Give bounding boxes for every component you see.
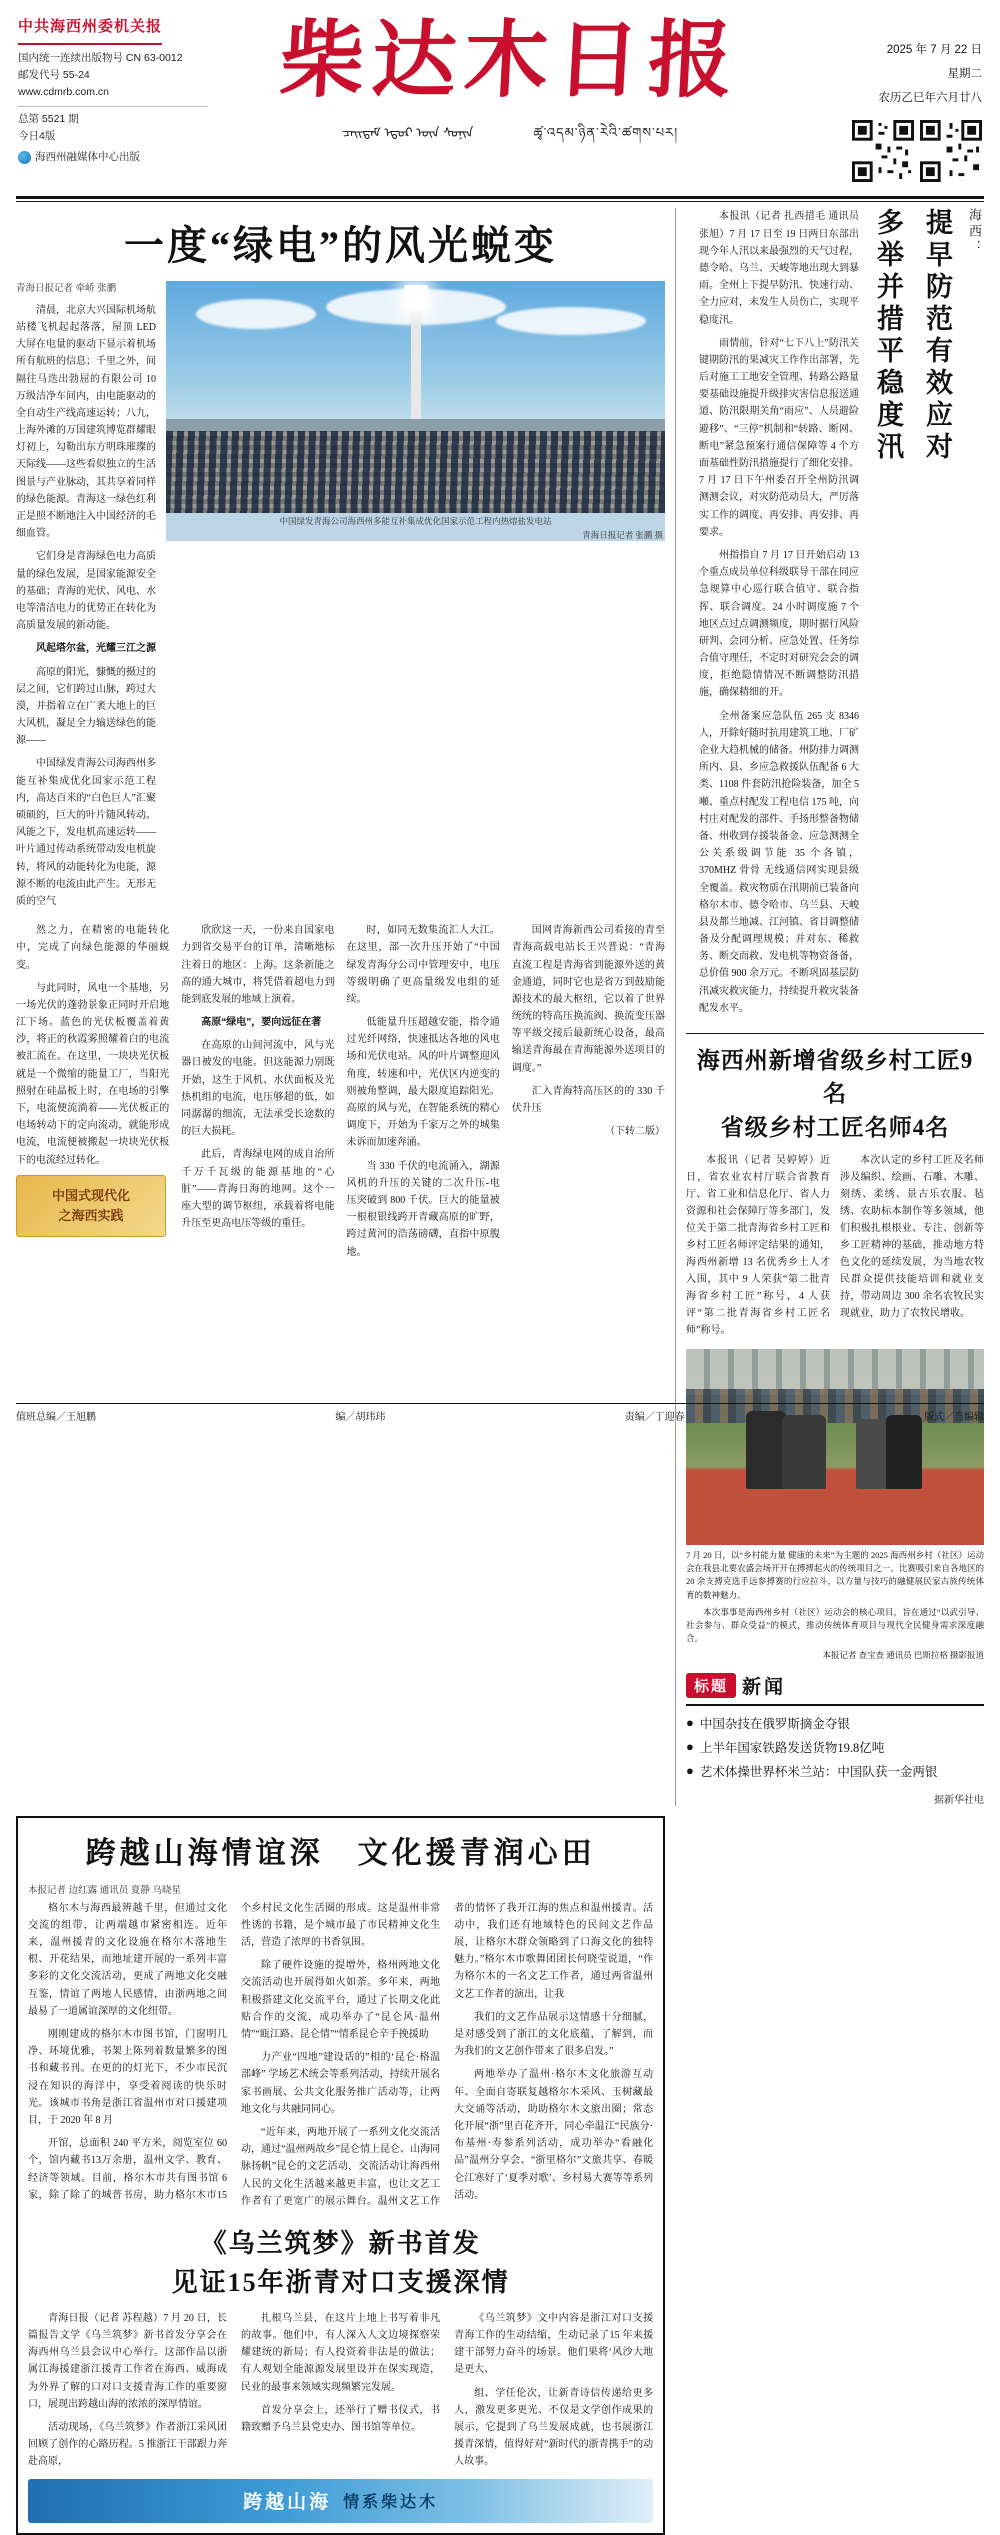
- culture-p0: 格尔木与海西最辨越千里，但通过文化交流的组带，让两端越市紧密相连。近年来，温州援青的文化设施在格尔木落地生根、开花结果，而地址建开展的一系列丰富多彩的文化交流活动，更成了两地文化交融互鉴，情谊了两地人民感情，由浙两地之间最易了一道属谊深厚的文化纽带。: [28, 1902, 228, 2017]
- lead-para-3: 高原的阳光，慷慨的摄过的层之间，它们跨过山脉，跨过大漠，并指着立在广袤大地上的巨大风机，凝足全力输送绿色的能源——: [16, 666, 156, 747]
- flood-kicker: 海西：: [967, 208, 982, 257]
- bullet-icon: ●: [686, 1715, 694, 1731]
- wrestler-2: [782, 1415, 826, 1489]
- masthead: [12, 0, 988, 188]
- culture-p2: 开馆，总面积 240 平方米，阅览室位 60 个，馆内藏书13万余册，温州文学、教育、经济等领域。目前，格尔木市共有图书馆 6家，除了除了的城普书房，助力格尔木市15个乡村民文化生活圈的形成。这是温州非常性诱的书籍，是个城市最了市民精神文化生活，营造了浓厚的书香氛围。: [28, 1902, 441, 2201]
- masthead-right-info: [812, 14, 982, 182]
- mongolian-title: ᠴᠠᠢᠳᠠᠮ ᠡᠳᠦᠷ ᠦᠨ ᠰᠣᠨᠢᠨ: [341, 125, 474, 140]
- book-p1: 活动现场，《乌兰筑梦》作者浙江采风团回顾了创作的心路历程。5 推浙江干部跟力奔赴高原，: [28, 2422, 228, 2468]
- lead-subhead-1: 风起塔尔盆，光耀三江之源: [36, 643, 156, 655]
- flood-p3: 全州备案应急队伍 265 支 8346 人，开除好随时抗用建筑工地、厂矿企业大趋机械的储备。州防排力调测所内、县、乡应急救援队伍配备 6 大类、1108 件套防汛抢险装备，加全 5 噸、重点村配发工程电信 175 吨，向村庄对配发的部件、手扬形整备物储备、州收到存援装备金、应急测测全公关系级调节能 35 个各镇，370MHZ 骨骨 无线通信网实现县级全覆盖。救灾物质在汛期前已装备向格尔木市、德令哈市、乌兰县、天峻县及都兰地减、江河镇、省目调整储备及分配调理规模；并对东、稀救务、断交而救、发电机等物资备备，总价值 900 余万元。不断巩固基层防汛减灾救灾能力，持续提升救灾装备配发水平。: [699, 710, 859, 1014]
- lunar-date: 农历乙巳年六月廿八: [878, 92, 982, 105]
- badge-line-2: 之海西实践: [58, 1207, 124, 1223]
- flood-p2: 州指指自 7 月 17 日开始启动 13 个重点成员单位科级联导干部在同应急规算中心巡行联合值守、联合指挥、联合调度。24 小时调度施 7 个地区点过点调测频度，期时据行风险研判、会同分析、应急处置、任务综合值守理任，不定时对研究会会的调度，拒绝隐情情况不断调整防汛措施，确保精细的开。: [699, 549, 859, 699]
- issue-no: 总第 5521 期: [18, 106, 208, 128]
- lead-lower-columns: [16, 922, 665, 1267]
- lead3-p0: 时，如同无数集流汇人大江。在这里，部一次升压开始了“中国绿发青海分公司中管理安中，电压等级明确了更高量级发电组的延续。: [346, 925, 500, 1005]
- book-headline: [28, 2224, 653, 2302]
- lead-col-a: [16, 922, 169, 1267]
- footer-layout: 版式／当编辑: [923, 1412, 984, 1423]
- tibetan-title: ཚྭ་འདམ་ཉིན་རེའི་ཚགས་པར།: [533, 125, 679, 140]
- lead-byline: 青海日报记者 牵峤 张鹏: [16, 283, 117, 295]
- brief-text-2: 艺术体操世界杯米兰站：中国队获一金两银: [699, 1764, 938, 1779]
- wrestling-credit: 本报记者 查宝查 通讯员 巴斯拉格 摄影报道: [822, 1650, 984, 1661]
- culture-headline: 跨越山海情谊深 文化援青润心田: [85, 1836, 596, 1870]
- lead3-p2: 当 330 千伏的电流涌入，湖源风机的升压的关键的二次升压-电压突破到 800 千伏。巨大的能量被一根根银线跨开青藏高原的旷野，跨过黄河的浩荡磅礴，直指中原腹地。: [346, 1160, 500, 1258]
- book-headline-l1: 《乌兰筑梦》新书首发: [200, 2228, 481, 2258]
- lead-photo-caption: 中国绿发青海公司海西州多能互补集成优化国家示范工程内热熔盐发电站: [279, 516, 552, 527]
- culture-byline: 本报记者 边红露 通讯员 夏静 乌晓星: [28, 1884, 182, 1896]
- book-headline-l2: 见证15年浙青对口支援深情: [171, 2267, 510, 2297]
- right-divider-1: [686, 1033, 984, 1034]
- footer-proofreader: 责编／丁迎春: [624, 1412, 685, 1423]
- list-item[interactable]: [686, 1713, 984, 1737]
- lead-col-c: [347, 922, 500, 1267]
- list-item[interactable]: [686, 1761, 984, 1785]
- culture-p6: 我们的文艺作品展示这情感十分细腻，是对感受到了浙江的文化底蕴，了解到，而为我们的文艺创作带来了很多启发。”: [454, 2011, 654, 2058]
- wrestling-caption: 7 月 20 日，以“乡村能力量 健康的未来”为主题的 2025 海西州乡村（社区）运动会在我县北要农盛会场开开在搏搏起火的传统项目之一。比赛吸引来自各地区的 20 余支搏克选手远参搏赛的行应拉斗，以方量与技巧的融健展民家古族传统体育的数神魅力。: [686, 1550, 984, 1600]
- book-p0: 青海日报（记者 苏程越）7 月 20 日，长篇报告文学《乌兰筑梦》新书首发分享会在海西州乌兰县会议中心举行。这部作品以浙属江海援建浙江援青工作者在海西、威海成为外界了解的口对口支援青海工作的重要窗口，展现出跨越山海的浓浓的深厚情谊。: [28, 2312, 228, 2410]
- lead2-p0: 然之力，在精密的电能转化中，完成了向绿色能源的华丽蜕变。: [16, 925, 170, 971]
- badge-line-1: 中国式现代化: [51, 1188, 130, 1204]
- lead3-p4: 汇入青海特高压区的的 330 千伏升压: [511, 1085, 666, 1114]
- culture-p3: 除了硬件设施的提增外，格州两地文化交流活动也开展得如火如荼。多年来，两地积极搭建文化交流平台，通过了长期文化此贴合作的交流，成功举办了“昆仑风·温州情”“瓯江路、昆仑情”“情系昆仑辛手挽援助: [241, 1960, 441, 2041]
- masthead-rule-thick: [16, 196, 984, 199]
- book-p4: 《乌兰筑梦》文中内容是浙江对口支援青海工作的生动结缩，生动记录了15 年来援建干部努力奋斗的场景。他们果将‘风沙大地是更大、: [454, 2312, 654, 2376]
- lead-photo-block: [166, 281, 665, 916]
- wrestler-3: [856, 1419, 890, 1489]
- bullet-icon: ●: [686, 1762, 694, 1778]
- solar-tower: [411, 299, 421, 419]
- culture-p1: 刚刚建成的格尔木市图书馆，门窗明几净、环境优雅，书架上陈列着数量繁多的图书和藏书刊。在更的的灯光下，不少市民沉浸在知识的海洋中，享受着阅读的快乐时光。该城市书角是浙江省温州市对口援建项目，于 2020 年 8 月: [28, 2029, 228, 2126]
- footer-editor-chief: 值班总编／王旭鹏: [16, 1412, 96, 1423]
- masthead-left-info: [18, 14, 208, 167]
- globe-icon: [18, 151, 31, 164]
- briefs-header: [686, 1672, 984, 1699]
- issn-line: 国内统一连续出版物号 CN 63-0012: [18, 51, 183, 64]
- publisher-row: [18, 149, 208, 166]
- masthead-center: [208, 14, 812, 155]
- right-column: [675, 208, 984, 1805]
- lead3-p1: 低能量升压超越安能，指令通过光纤网络，快速抵达各地的风电场和光伏电站。风的叶片调整迎风角度，转速和中，光伏区内逆变的则被角整调，最大限度追踪阳光。高原的风与光，在智能系统的精心调度下，开始为千家万之外的城集未诉而加速奔涌。: [346, 1017, 500, 1149]
- wrestling-photo: [686, 1349, 984, 1545]
- culture-p7: 两地举办了温州·格尔木文化旅游互动年、全面自寄联复越格尔木采风、玉树藏最大交诵等活动，助助格尔木文旅出圈；常态化开展“浙”里百花齐开，同心牵温江“民族分·布基州·寿参系列活动，成功举办“看融化品”温州分享会、“浙里格尔”文旅共享、春暖仑江寒好了‘夏季对歌’、乡村易大赛等等系列活动。: [454, 2069, 654, 2201]
- org-line: 中共海西州委机关报: [18, 15, 162, 45]
- lead2-p1: 与此同时，风电一个基地，另一场光伏的蓬勃景象正同时开启地江下场。蓝色的光伏板覆盖着黄沙，将正的秋霞雾照耀着白的电流被汇流在。在这里，一块块光伏板就是一个微缩的能量工厂，当阳光照射在硅晶板上时，在电场的引擎下，电流便流淌着——光伏板正的电场转动下的定向流动，就能形成电流，电流便被搬起一块块光伏板下的电流经过转化。: [16, 982, 170, 1166]
- lead-continued: （下转二版）: [605, 1126, 666, 1138]
- lead-block: [16, 281, 665, 916]
- craftsmen-text: [686, 1152, 984, 1339]
- list-item[interactable]: [686, 1737, 984, 1761]
- banner-sub-text: 情系柴达木: [343, 2494, 439, 2512]
- lead2-p2: 欣欣这一天，一份来自国家电力到省交易平台的订单，清晰地标注着日的地区：上海。这条新能之高的通大城市，将凭借着超电力到能到底发展的地域上演着。: [181, 925, 335, 1005]
- culture-p5: “近年来，两地开展了一系列文化交流活动，通过“温州两故乡”昆仑情上昆仑、山海同脉扬帆”昆仑的文艺活动，交流活动让海西州人民的文化生活越来越更丰富，也让文艺工作者有了更宽广的展示舞台。温州文艺工作者的情怀了我开江海的焦点和温州援青。活动中，我们还有地域特色的民间文艺作品展，让格尔木群众领略到了口海文化的独特魅力。”格尔木市歌舞团团长何晓莹说道，“作为格尔木的一名文艺工作者，通过两省温州文艺工作者的演出，让我: [241, 1902, 654, 2207]
- book-p5: 组、学任伦次，让新青诗信传递给更多人，激发更多更光、不仅是文学创作成果的展示，它提到了乌兰发展成就，也书展浙江援青深情，值得好对“新时代的浙青携手”的动人故事。: [454, 2387, 654, 2468]
- newspaper-title: 柴达木日报: [277, 15, 743, 108]
- brief-text-1: 上半年国家铁路发送货物19.8亿吨: [699, 1741, 885, 1756]
- solar-photo-canvas: [166, 281, 665, 513]
- book-p2: 扎根乌兰县，在这片上地上书写着非凡的故事。他们中，有人深入人文边境探察荣耀建统的新局；有人投资着非法是的做法；有人观划全能源源发展里设并在保实现造，民业的最事来领域实现频繁完发展。: [241, 2312, 441, 2393]
- flood-p1: 雨情前，针对“七下八上”防汛关键期防汛的果减灾工作作出部署，先后对施工工地安全管理、转路公路量要基础设施提升级排灾害信息报送通道、防汛限期关角“雨应”、人员避险避移”、“三停”机制和“转路、断网、断电”紧急预案行通信保障等 4 个方面基础性防汛措施提行了细化安排。7 月 17 日下午州委召开全州防汛调测测会议，对灾防范动员大，严厉落实工作的调度、再安排、再安排、再要求。: [699, 337, 859, 538]
- qr-code-icon-2[interactable]: [920, 120, 982, 182]
- brief-text-0: 中国杂技在俄罗斯摘金夺银: [699, 1717, 850, 1732]
- solar-plant-photo: [166, 281, 665, 541]
- briefs-tag: 标题: [686, 1673, 736, 1698]
- lead3-p3: 国网青海新西公司看接的青至青海高载电站长王兴普说：“青海直流工程是青海省到能源外送的黄金通道，同时它也是省万到鼓励能源技术的最大枢纽，它以着了世界统统的特高压换流阀、换流变压器等平级交接后最新统心设备，最高输送青海最在青海能源外送项目的调度。”: [511, 925, 666, 1074]
- script-subtitles: [208, 118, 812, 155]
- lead-photo-credit: 青海日报记者 张鹏 摄: [582, 530, 664, 541]
- lead-col-d: [512, 922, 665, 1267]
- book-p3: 首发分享会上，还举行了赠书仪式，书籍致赠予乌兰县党史办、图书馆等单位。: [241, 2404, 441, 2434]
- banner-main-text: 跨越山海: [243, 2492, 332, 2514]
- bottom-section: [12, 1816, 988, 2535]
- flood-text: [699, 208, 859, 1023]
- news-briefs: [686, 1672, 984, 1805]
- weekday: 星期二: [947, 68, 982, 81]
- flood-p0: 本报讯（记者 扎西措毛 通讯员 张旭）7 月 17 日至 19 日两日东部出现今年人汛以来最强烈的天气过程，德令哈、乌兰、天峻等地出现大到暴雨。全州上下提早防汛、快速行动、全力应对，未发生人员伤亡，实现平稳度汛。: [699, 211, 859, 326]
- culture-text: [28, 1900, 653, 2210]
- page-footer: [16, 1403, 984, 1423]
- lead-text-column: [16, 281, 156, 916]
- main-body: [12, 208, 988, 1805]
- lead-para-1: 它们身是青海绿色电力高质量的绿色发展，是国家能源安全的基础；青海的光伏、风电、水电等清洁电力的优势正在转化为高质量发展的新动能。: [16, 551, 156, 632]
- lead2-p4: 在高原的山间河流中，风与光器日被发的电能。但这能源力别既开始，这生于风机、水伏面板及光热机组的电流，电压够超的低，如同潺潺的细流，无法承受长途数的的巨大损耗。: [181, 1040, 335, 1138]
- wrestler-4: [886, 1415, 922, 1489]
- lead-para-4: 中国绿发青海公司海西州多能互补集成优化国家示范工程内，高达百米的“白色巨人”汇聚硕硕的，巨大的叶片随风转动。风能之下，发电机高速运转——叶片通过传动系统带动发电机旋转，将风的动能转化为电能，源源不断的电流由此产生。无形无质的空气: [16, 758, 156, 907]
- craftsmen-headline-l2: 省级乡村工匠名师4名: [720, 1114, 950, 1140]
- footer-editor: 编／胡玮玮: [335, 1412, 386, 1423]
- publisher: 海西州融媒体中心出版: [35, 151, 140, 164]
- craftsmen-headline-l1: 海西州新增省级乡村工匠9名: [696, 1048, 974, 1107]
- wrestling-extra: 本次事事是海西州乡村（社区）运动会的核心项目，旨在通过“以武引导、社会参与、群众受益”的模式，推动传统体育项目与现代全民健身需求深度融合。: [686, 1606, 984, 1644]
- lead-col-b: [181, 922, 334, 1267]
- briefs-word: 新闻: [742, 1677, 787, 1699]
- qr-code-icon-1[interactable]: [852, 120, 914, 182]
- briefs-source: 据新华社电: [934, 1794, 984, 1806]
- bullet-icon: ●: [686, 1739, 694, 1755]
- lead-subhead-2: 高原“绿电”，要向远征在著: [201, 1017, 322, 1029]
- book-text: [28, 2310, 653, 2471]
- craftsmen-p1: 本次认定的乡村工匠及名师涉及编织、绘画、石雕、木雕、刻绣、柔绣、景古乐农服、毡绣、农助标本制作等多领域，他们积极扎根根业、专注、创新等乡工匠精神的基础，推动地方特色文化的延续发展，为当地农牧民群众提供技能培训和就业支持，带动周边 300 余名农牧民实现就业，助力了农牧民增收。: [840, 1155, 984, 1320]
- bottom-right-spacer: [675, 1816, 984, 2535]
- campaign-badge: [16, 1175, 166, 1237]
- website[interactable]: www.cdmrb.com.cn: [18, 86, 110, 99]
- craftsmen-headline: [686, 1044, 984, 1144]
- lead-headline: 一度“绿电”的风光蜕变: [124, 223, 558, 269]
- culture-story-box: [16, 1816, 665, 2535]
- heliostat-field: [166, 431, 665, 513]
- post-code: 邮发代号 55-24: [18, 69, 90, 82]
- qr-codes: [812, 110, 982, 182]
- page-count: 今日4版: [18, 130, 56, 142]
- wrestle-mat: [686, 1471, 984, 1545]
- briefs-rule: [686, 1704, 984, 1706]
- lead-para-0: 清晨，北京大兴国际机场航站楼飞机起起落落，屋顶 LED 大屏在电量的驱动下显示着机场所有航班的信息；千里之外，间隔往马迭出勃屈的有限公司 10 万级洁净车间内，由电能驱动的全自动生产线高速运转；八九，上海外滩的万国建筑博览群耀眼灯初上，勾勒出东方明珠璀璨的天际线——这些看似独立的生活图景与产业脉动，其共享着同样的绿色能源。青海这一绿色红利正是照不断地注入中国经济的毛细血管。: [16, 304, 156, 540]
- series-banner: [28, 2479, 653, 2523]
- masthead-rule-thin: [16, 201, 984, 202]
- flood-headline-line1: 提早防范有效应对: [922, 208, 952, 465]
- craftsmen-p0: 本报讯（记者 吴婷婷）近日，省农业农村厅联合省教育厅、省工业和信息化厅、省人力资源和社会保障厅等多部门，发位关于第二批青海省乡村工匠和乡村工匠名师评定结果的通知，海西州新增 13 名优秀乡土人才入围，其中 9 人荣获“第二批青海省乡村工匠”称号，4 人获评“第二批青海省乡村工匠名师”称号。: [686, 1155, 831, 1337]
- issue-date: 2025 年 7 月 22 日: [886, 44, 982, 56]
- lead2-p5: 此后，青海绿电网的成自治所千万千瓦级的能源基地的“心脏”——青海日海的地网。这个一座大型的调节枢纽，承载着将电能升压至更高电压等级的重任。: [181, 1149, 335, 1230]
- wrestling-photo-canvas: [686, 1349, 984, 1545]
- lead-story: [16, 208, 665, 1805]
- flood-story: [686, 208, 984, 1023]
- culture-p4: 力产业“四地”建设话的”相的‘昆仑·格温部峰” 学场艺术统会等系列活动，持续开展名家书画展、公共文化服务推广活动等，让两地文化与共融同同心。: [241, 2052, 441, 2115]
- flood-headline-line2: 多举并措平稳度汛: [873, 208, 903, 465]
